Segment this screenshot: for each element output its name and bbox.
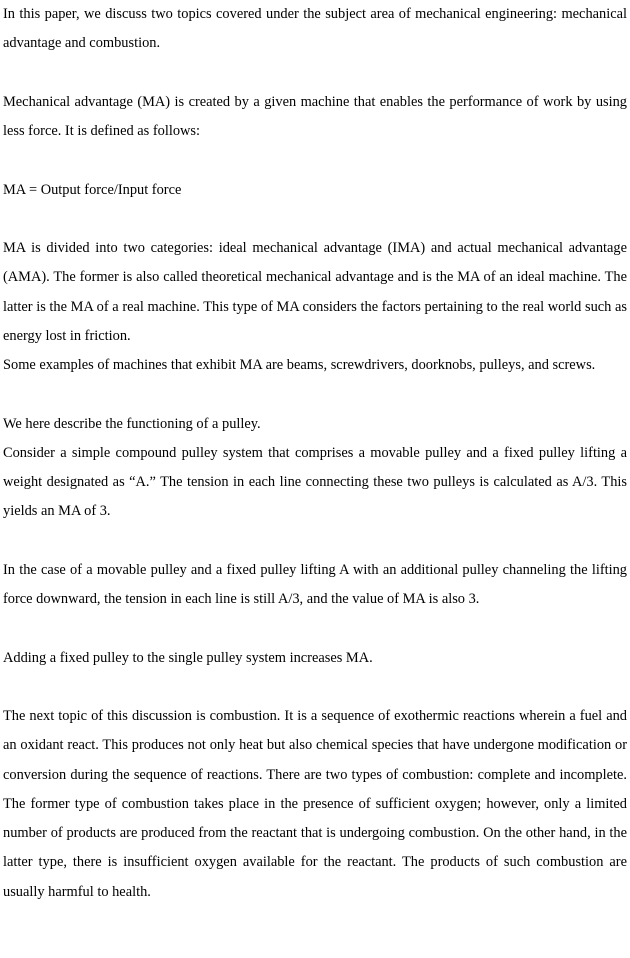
- mechanical-advantage-definition-paragraph: Mechanical advantage (MA) is created by a given machine that enables the performance of work by using less force. It is defined as follows:: [3, 93, 627, 139]
- ma-examples-paragraph: Some examples of machines that exhibit MA are beams, screwdrivers, doorknobs, pulleys, and screws.: [3, 357, 596, 373]
- compound-pulley-paragraph: Consider a simple compound pulley system that comprises a movable pulley and a fixed pulley lifting a weight designated as “A.” The tension in each line connecting these two pulleys is calculated as A/3. This yields an MA of 3.: [3, 444, 627, 520]
- additional-pulley-paragraph: In the case of a movable pulley and a fixed pulley lifting A with an additional pulley channeling the lifting force downward, the tension in each line is still A/3, and the value of MA is also 3.: [3, 561, 627, 607]
- combustion-paragraph: The next topic of this discussion is combustion. It is a sequence of exothermic reactions wherein a fuel and an oxidant react. This produces not only heat but also chemical species that have undergone modification or conversion during the sequence of reactions. There are two types of combustion: complete and incomplete. The former type of combustion takes place in the presence of sufficient oxygen; however, only a limited number of products are produced from the reactant that is undergoing combustion. On the other hand, in the latter type, there is insufficient oxygen available for the reactant. The products of such combustion are usually harmful to health.: [3, 708, 627, 900]
- intro-paragraph: In this paper, we discuss two topics covered under the subject area of mechanical engineering: mechanical advantage and combustion.: [3, 6, 627, 52]
- paragraph-spacer: [3, 673, 627, 702]
- paragraph-spacer: [3, 380, 627, 409]
- ma-categories-paragraph: MA is divided into two categories: ideal mechanical advantage (IMA) and actual mechanical advantage (AMA). The former is also called theoretical mechanical advantage and is the MA of an ideal machine. The latter is the MA of a real machine. This type of MA considers the factors pertaining to the real world such as energy lost in friction.: [3, 240, 627, 344]
- ma-formula: MA = Output force/Input force: [3, 181, 182, 198]
- fixed-pulley-paragraph: Adding a fixed pulley to the single pulley system increases MA.: [3, 649, 373, 666]
- paragraph-spacer: [3, 59, 627, 88]
- paragraph-spacer: [3, 146, 627, 175]
- paragraph-spacer: [3, 527, 627, 556]
- paragraph-spacer: [3, 614, 627, 643]
- paragraph-spacer: [3, 205, 627, 234]
- pulley-intro-paragraph: We here describe the functioning of a pulley.: [3, 415, 261, 432]
